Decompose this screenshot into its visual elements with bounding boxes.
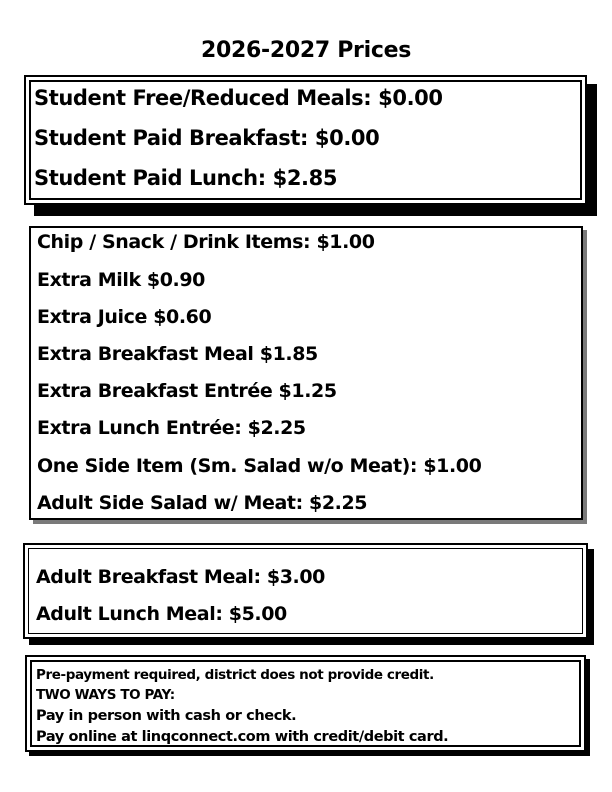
prepayment-note: Pre-payment required, district does not provide credit. [36,667,434,683]
one-side-item-price: One Side Item (Sm. Salad w/o Meat): $1.00 [37,455,482,477]
payment-info-box [25,655,586,752]
page-title: 2026-2027 Prices [200,38,412,63]
extra-milk-price: Extra Milk $0.90 [37,269,206,291]
pay-in-person-note: Pay in person with cash or check. [36,708,297,724]
adult-breakfast-price: Adult Breakfast Meal: $3.00 [36,566,325,588]
student-paid-breakfast-price: Student Paid Breakfast: $0.00 [34,126,380,150]
ways-to-pay-heading: TWO WAYS TO PAY: [36,687,175,703]
adult-lunch-price: Adult Lunch Meal: $5.00 [36,603,287,625]
student-paid-lunch-price: Student Paid Lunch: $2.85 [34,166,338,190]
extra-items-box [29,226,583,520]
extra-breakfast-meal-price: Extra Breakfast Meal $1.85 [37,343,318,365]
pay-online-note: Pay online at linqconnect.com with credit/debit card. [36,729,449,745]
adult-side-salad-price: Adult Side Salad w/ Meat: $2.25 [37,492,368,514]
adult-meals-box [23,543,588,639]
student-free-reduced-price: Student Free/Reduced Meals: $0.00 [34,86,443,110]
chip-snack-drink-price: Chip / Snack / Drink Items: $1.00 [37,231,375,253]
extra-lunch-entree-price: Extra Lunch Entrée: $2.25 [37,417,306,439]
extra-breakfast-entree-price: Extra Breakfast Entrée $1.25 [37,380,337,402]
extra-juice-price: Extra Juice $0.60 [37,306,212,328]
student-meals-box [24,75,587,205]
